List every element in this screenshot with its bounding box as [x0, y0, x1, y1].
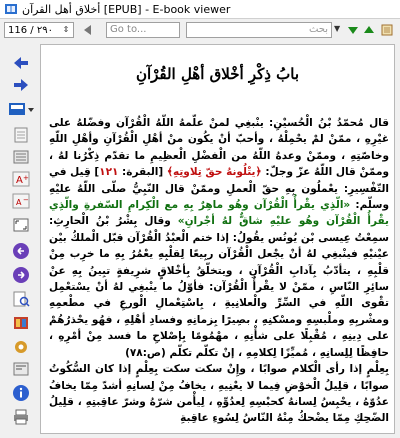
info-icon[interactable]	[12, 384, 30, 402]
text-segment: وقال بِشْرُ بْنُ الْحارِثِ: سمِعْتُ عِيسى بْن يُونُس يقُولُ: إذا ختم الْعبْدُ الْقُرْآن قبّل الْملكُ بيْن عيْنيْهِ فينْبغِي لهُ أنْ يجْعل الْقُرْآن ربِيعًا لِقلْبِهِ يعْمُرُ بِهِ ما خرِب مِنْ قلْبِهِ ، يتأدّبُ بِآدابِ الْقُرْآنِ ، ويتخلّقُ بِأخْلاقٍ شرِيفةٍ تبِينُ بِهِ عنْ سائِرِ النّاسِ ، ممّنْ لا يقْرأُ الْقُرْآن: فأوّلُ ما ينْبغِي لهُ أنْ يسْتعْمِل تقْوى اللّهِ في السِّرِّ والْعلانِيةِ ، بِاسْتِعْمالِ الْورعِ في مطْعمِهِ ومشْربِهِ وملْبسِهِ ومسْكنِهِ ، بصِيرًا بِزمانِهِ وفسادِ أهْلِهِ ، فهُو يحْذرُهُمْ على دِينِهِ ، مُقْبِلًا على شأْنِهِ ، مهْمُومًا بِإصْلاحِ ما فسد مِنْ أمْرِهِ ، حافِظًا لِلِسانِهِ ، مُميِّزًا لِكلامِهِ ، إنْ تكلّم تكلّم (ص:٧٨)	[49, 215, 389, 359]
text-segment: [البقرة:	[118, 166, 167, 179]
text-segment: ] قِيل في التّفْسِيرِ: يعْملُون بِهِ حقّ الْعملِ وممّنْ قال النّبِيُّ صلّى اللّهُ عليْهِ وسلّم:	[49, 166, 389, 212]
font-decrease-icon[interactable]	[12, 192, 30, 210]
paragraph-2: بِعِلْمٍ إذا رأى الْكلام صوابًا ، وإِنْ سكت سكت بِعِلْمٍ إذا كان السُّكُوتُ صوابًا ، قلِيلُ الْخوْضِ فِيما لا يعْنِيهِ ، يخافُ مِنْ لِسانِهِ أشدّ مِمّا يخافُ عدُوّهُ ، يحْبِسُ لِسانهُ كحبْسِهِ لِعدُوِّهِ ، لِيأْمن شرّهُ وشرّ عاقِبتِهِ ، قلِيلُ الضّحِكِ مِمّا يضْحكُ مِنْهُ النّاسُ لِسُوءِ عاقِبةِ	[49, 363, 389, 425]
goto-input[interactable]: Go to...	[106, 22, 180, 38]
next-page-icon[interactable]	[12, 266, 30, 284]
page-indicator: 116 / ٢٩٠	[8, 25, 53, 36]
svg-text:+: +	[23, 174, 29, 182]
search-input[interactable]: بحث	[186, 22, 332, 38]
document-body	[49, 115, 389, 427]
quran-citation: ١٢١	[99, 166, 119, 179]
title-bar	[0, 0, 400, 19]
fullscreen-icon[interactable]	[12, 216, 30, 234]
find-previous-arrow-icon[interactable]	[362, 23, 376, 37]
left-sidebar	[0, 44, 40, 438]
dictionary-icon[interactable]	[12, 314, 30, 332]
preferences-icon[interactable]	[12, 338, 30, 356]
find-next-arrow-icon[interactable]	[346, 23, 360, 37]
forward-icon[interactable]	[12, 76, 30, 94]
scroll-book-icon[interactable]	[380, 23, 394, 37]
print-icon[interactable]	[12, 408, 30, 426]
search-dropdown-icon[interactable]: ▼	[334, 24, 341, 33]
hadith-quote: «الّذِي يقْرأُ الْقُرْآن وهُو ماهِرٌ بِهِ مع الْكِرامِ السّفرةِ والّذِي يقْرأُ الْقُرْآن وهُو عليْهِ شاقٌّ لهُ أجْرانِ»	[49, 199, 389, 228]
ebook-viewer-app-icon	[4, 2, 18, 16]
text-segment: قال مُحمّدُ بْنُ الْحُسيْنِ: ينْبغِي لمنْ علّمهُ اللّهُ الْقُرْآن وفضّلهُ على غيْرِهِ ، ممّنْ لمْ يحْمِلْهُ ، وأحبّ أنْ يكُون منْ أهْلِ الْقُرْآنِ وأهْلِ اللّهِ وخاصّتِهِ ، وممّنْ وعدهُ اللّهُ من الْفضْلِ الْعظِيمِ ما تقدّم ذِكْرُنا لهُ ، وممّنْ قال اللّهُ عزّ وجلّ:	[49, 117, 389, 179]
find-icon[interactable]	[12, 290, 30, 308]
back-icon[interactable]	[12, 54, 30, 72]
library-dropdown-icon[interactable]	[8, 100, 36, 118]
metadata-icon[interactable]	[12, 360, 30, 378]
quran-citation: ﴿يتْلُونهُ حقّ تِلاوتِهِ﴾	[166, 166, 262, 179]
back-arrow-icon[interactable]	[82, 23, 96, 37]
chapter-heading: بابُ ذِكْرِ أخْلاق أهْلِ القُرْآنِ	[135, 65, 300, 83]
bookmark-icon[interactable]	[12, 126, 30, 144]
font-increase-icon[interactable]	[12, 170, 30, 188]
table-of-contents-icon[interactable]	[12, 148, 30, 166]
window-title: أخلاق أهل القرآن [EPUB] - E-book viewer	[22, 2, 231, 16]
svg-text:A: A	[16, 175, 23, 186]
paragraph-1	[49, 115, 389, 361]
page-number-spinbox[interactable]	[4, 22, 74, 38]
previous-page-icon[interactable]	[12, 242, 30, 260]
svg-text:−: −	[23, 196, 29, 204]
document-view[interactable]	[40, 44, 395, 434]
spin-arrows-icon[interactable]: ⇕	[62, 25, 70, 34]
svg-text:A: A	[16, 198, 22, 207]
toolbar	[0, 20, 400, 42]
